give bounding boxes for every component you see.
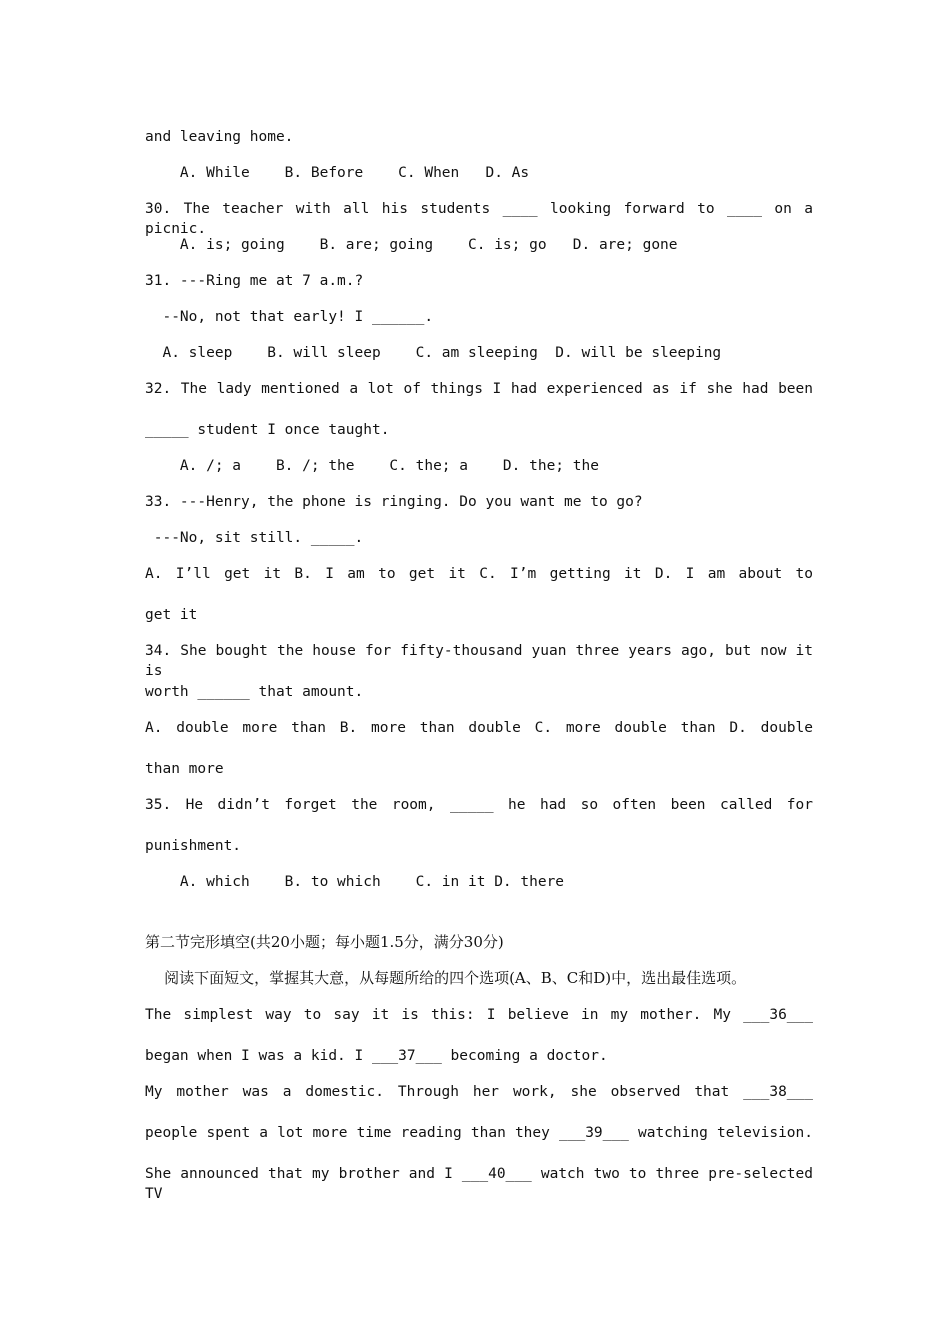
q31-stem: 31. ---Ring me at 7 a.m.? bbox=[145, 273, 364, 289]
section-instructions: 阅读下面短文，掌握其大意，从每题所给的四个选项(A、B、C和D)中，选出最佳选项。 bbox=[145, 969, 747, 987]
q31-reply: --No, not that early! I ______. bbox=[145, 309, 434, 325]
q33-stem: 33. ---Henry, the phone is ringing. Do you want me to go? bbox=[145, 494, 643, 510]
passage-line: She announced that my brother and I ___40___ watch two to three pre-selected TV bbox=[145, 1166, 813, 1202]
q34-options: A. double more than B. more than double C. more double than D. double bbox=[145, 720, 813, 736]
q35-stem: 35. He didn’t forget the room, _____ he had so often been called for bbox=[145, 797, 813, 813]
q34-options-cont: than more bbox=[145, 761, 224, 777]
passage-line: My mother was a domestic. Through her work, she observed that ___38___ bbox=[145, 1084, 813, 1100]
q34-stem-cont: worth ______ that amount. bbox=[145, 684, 364, 700]
q32-stem: 32. The lady mentioned a lot of things I had experienced as if she had been bbox=[145, 381, 813, 397]
q31-options: A. sleep B. will sleep C. am sleeping D. will be sleeping bbox=[145, 345, 722, 361]
q33-options-cont: get it bbox=[145, 607, 198, 623]
q33-options: A. I’ll get it B. I am to get it C. I’m getting it D. I am about to bbox=[145, 566, 813, 582]
section-heading: 第二节完形填空(共20小题；每小题1.5分，满分30分) bbox=[145, 933, 504, 951]
q32-stem-cont: _____ student I once taught. bbox=[145, 422, 390, 438]
q30-stem: 30. The teacher with all his students ____ looking forward to ____ on a picnic. bbox=[145, 201, 813, 237]
passage-line: The simplest way to say it is this: I believe in my mother. My ___36___ bbox=[145, 1007, 813, 1023]
q35-stem-cont: punishment. bbox=[145, 838, 242, 854]
passage-line: began when I was a kid. I ___37___ becoming a doctor. bbox=[145, 1048, 608, 1064]
q30-options: A. is; going B. are; going C. is; go D. are; gone bbox=[145, 237, 678, 253]
q32-options: A. /; a B. /; the C. the; a D. the; the bbox=[145, 458, 599, 474]
q35-options: A. which B. to which C. in it D. there bbox=[145, 874, 565, 890]
text-line: and leaving home. bbox=[145, 129, 294, 145]
q29-options: A. While B. Before C. When D. As bbox=[145, 165, 530, 181]
q33-reply: ---No, sit still. _____. bbox=[145, 530, 364, 546]
q34-stem: 34. She bought the house for fifty-thousand yuan three years ago, but now it is bbox=[145, 643, 813, 679]
passage-line: people spent a lot more time reading than they ___39___ watching television. bbox=[145, 1125, 813, 1141]
